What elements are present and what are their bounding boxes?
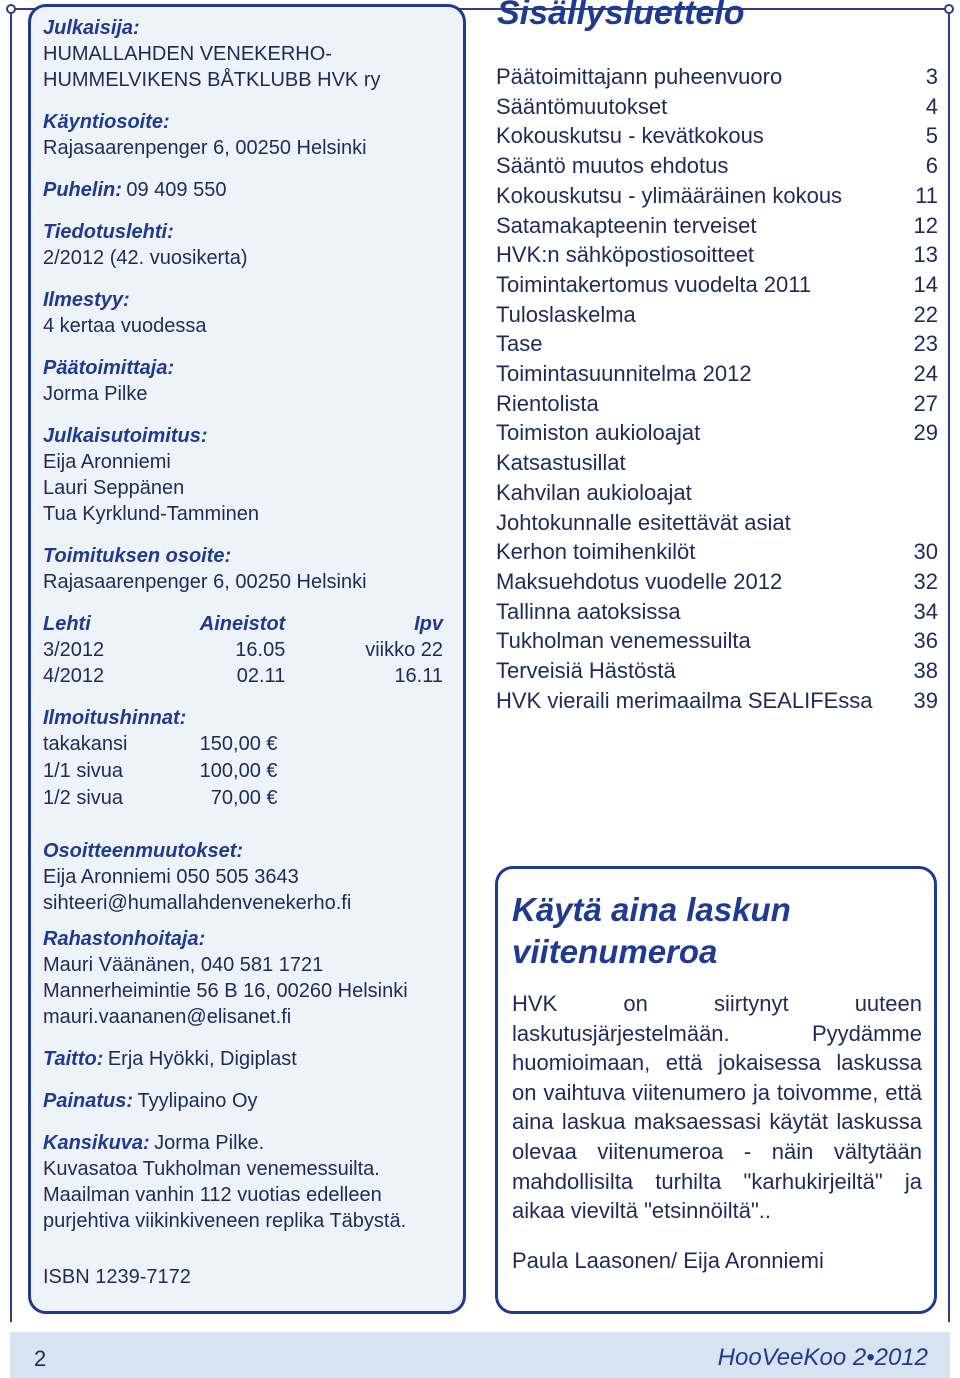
toc-item-title: Päätoimittajann puheenvuoro [496, 64, 783, 89]
toc-item-title: Tuloslaskelma [496, 301, 636, 327]
publication-schedule [43, 611, 443, 689]
ad-price-name: 1/1 sivua [43, 760, 124, 782]
toc-item [496, 270, 938, 300]
toc-item-title: Tukholman venemessuilta [496, 628, 751, 654]
toc-item-title: Sääntömuutokset [496, 93, 668, 119]
publisher-label: Julkaisija: [43, 17, 140, 39]
treasurer-line1: Mauri Väänänen, 040 581 1721 [43, 954, 324, 976]
visit-address-label: Käyntiosoite: [43, 111, 170, 133]
phone-label: Puhelin: [43, 179, 122, 201]
ad-prices-label: Ilmoitushinnat: [43, 707, 187, 729]
toc-item [496, 448, 938, 478]
toc-item-title: Maksuehdotus vuodelle 2012 [496, 568, 783, 594]
toc-item-title: Kerhon toimihenkilöt [496, 539, 696, 565]
toc-item-title: HVK vieraili merimaailma SEALIFEssa [496, 687, 873, 713]
toc-item-page: 11 [915, 182, 938, 208]
toc-item-page: 23 [913, 331, 938, 357]
toc-item-title: Toimintakertomus vuodelta 2011 [496, 271, 812, 297]
toc-title: Sisällysluettelo [497, 0, 745, 32]
toc-item [496, 62, 938, 92]
ad-price-value: 70,00 € [210, 787, 278, 809]
toc-item-title: Tase [496, 331, 543, 357]
cover-photo-line3: Maailman vanhin 112 vuotias edelleen [43, 1184, 382, 1206]
toc-item-title: Sääntö muutos ehdotus [496, 153, 729, 179]
toc-item-page: 39 [913, 687, 938, 713]
toc-item-page: 24 [913, 361, 938, 387]
editorial-member: Lauri Seppänen [43, 477, 185, 499]
isbn: ISBN 1239-7172 [43, 1266, 191, 1288]
schedule-issue: 3/2012 [43, 639, 105, 661]
toc-item-page: 4 [925, 93, 938, 119]
toc-item-title: Kokouskutsu - kevätkokous [496, 123, 764, 149]
reference-number-notice [495, 866, 937, 1314]
editorial-member: Tua Kyrklund-Tamminen [43, 503, 260, 525]
toc-item-title: Johtokunnalle esitettävät asiat [496, 509, 791, 535]
toc-item-title: Toimiston aukioloajat [496, 420, 701, 446]
toc-item-page: 6 [925, 153, 938, 179]
toc-item [496, 300, 938, 330]
toc-item-page: 29 [913, 420, 938, 446]
phone-value: 09 409 550 [126, 179, 227, 201]
printing-value: Tyylipaino Oy [137, 1090, 258, 1112]
schedule-date: viikko 22 [365, 639, 443, 661]
schedule-header-issue: Lehti [43, 613, 91, 635]
notice-body: HVK on siirtynyt uuteen laskutusjärjestelmään. Pyydämme huomioimaan, että jokaisessa laskussa on vaihtuva viitenumero ja toivomme, että aina laskua maksaessasi käytät laskussa olevaa viitenumeroa - näin vältytään mahdollisilta turhilta "karhukirjeiltä" ja aikaa vieviltä "etsinnöiltä".. [512, 991, 922, 1224]
toc-item-page: 38 [913, 658, 938, 684]
notice-signature: Paula Laasonen/ Eija Aronniemi [512, 1247, 824, 1273]
schedule-header-material: Aineistot [199, 613, 286, 635]
editorial-member: Eija Aronniemi [43, 451, 171, 473]
layout-credit-label: Taitto: [43, 1048, 104, 1070]
toc-item-title: Rientolista [496, 390, 599, 416]
toc-item-page: 32 [913, 568, 938, 594]
toc-item [496, 151, 938, 181]
toc-item [496, 329, 938, 359]
toc-item-title: Satamakapteenin terveiset [496, 212, 757, 238]
toc-item [496, 418, 938, 448]
treasurer-email: mauri.vaananen@elisanet.fi [43, 1006, 292, 1028]
toc-item-page: 12 [913, 212, 938, 238]
page-number: 2 [34, 1346, 47, 1371]
toc-item-page: 30 [913, 539, 938, 565]
toc-item [496, 389, 938, 419]
editor-in-chief-label: Päätoimittaja: [43, 357, 175, 379]
toc-item-title: Terveisiä Hästöstä [496, 658, 676, 684]
toc-item-page: 22 [913, 301, 938, 327]
toc-item [496, 537, 938, 567]
ad-price-name: 1/2 sivua [43, 787, 124, 809]
toc-item [496, 567, 938, 597]
toc-item [496, 508, 938, 538]
notice-title-line2: viitenumeroa [512, 933, 718, 970]
toc-item [496, 597, 938, 627]
ad-price-value: 150,00 € [199, 733, 278, 755]
toc-item-page: 36 [913, 628, 938, 654]
toc-item-title: Kahvilan aukioloajat [496, 479, 692, 505]
ad-price-row [43, 731, 278, 758]
printing-label: Painatus: [43, 1090, 134, 1112]
treasurer-line2: Mannerheimintie 56 B 16, 00260 Helsinki [43, 980, 408, 1002]
bulletin-label: Tiedotuslehti: [43, 221, 174, 243]
treasurer-label: Rahastonhoitaja: [43, 928, 206, 950]
toc-item-title: HVK:n sähköpostiosoitteet [496, 242, 755, 268]
toc-item [496, 181, 938, 211]
ad-price-value: 100,00 € [199, 760, 278, 782]
page-footer [10, 1332, 950, 1378]
layout-credit-value: Erja Hyökki, Digiplast [107, 1048, 297, 1070]
editorial-address-label: Toimituksen osoite: [43, 545, 232, 567]
toc-item [496, 121, 938, 151]
editor-in-chief-value: Jorma Pilke [43, 383, 148, 405]
frequency-label: Ilmestyy: [43, 289, 130, 311]
editorial-label: Julkaisutoimitus: [43, 425, 208, 447]
toc-item [496, 626, 938, 656]
toc-item [496, 656, 938, 686]
ad-prices-table [43, 731, 278, 812]
toc-item [496, 92, 938, 122]
frame-left-line [10, 10, 12, 1322]
ad-price-name: takakansi [43, 733, 128, 755]
schedule-header-date: Ipv [414, 613, 443, 635]
publisher-line2: HUMMELVIKENS BÅTKLUBB HVK ry [43, 69, 381, 91]
toc-item-page: 13 [913, 242, 938, 268]
cover-photo-label: Kansikuva: [43, 1132, 150, 1154]
frequency-value: 4 kertaa vuodessa [43, 315, 207, 337]
toc-item-title: Katsastusillat [496, 450, 626, 476]
ad-price-row [43, 758, 278, 785]
toc-item [496, 686, 938, 716]
toc-item [496, 211, 938, 241]
imprint-panel [28, 4, 466, 1314]
bulletin-value: 2/2012 (42. vuosikerta) [43, 247, 248, 269]
schedule-row [43, 637, 443, 663]
corner-dot-right [944, 4, 954, 14]
ad-price-row [43, 785, 278, 812]
toc-item [496, 359, 938, 389]
toc-item [496, 478, 938, 508]
visit-address-value: Rajasaarenpenger 6, 00250 Helsinki [43, 137, 367, 159]
cover-photo-value: Jorma Pilke. [154, 1132, 265, 1154]
magazine-issue: HooVeeKoo 2•2012 [717, 1344, 928, 1371]
schedule-date: 16.11 [394, 665, 443, 687]
cover-photo-line2: Kuvasatoa Tukholman venemessuilta. [43, 1158, 380, 1180]
address-changes-label: Osoitteenmuutokset: [43, 840, 244, 862]
toc-item [496, 240, 938, 270]
toc-item-title: Toimintasuunnitelma 2012 [496, 361, 752, 387]
schedule-row [43, 663, 443, 689]
toc-item-page: 3 [925, 64, 938, 89]
schedule-material: 16.05 [235, 639, 286, 661]
corner-dot-left [6, 4, 16, 14]
cover-photo-line4: purjehtiva viikinkiveneen replika Täbystä. [43, 1210, 407, 1232]
toc-item-title: Tallinna aatoksissa [496, 598, 681, 624]
frame-right-line [948, 10, 950, 1322]
editorial-address-value: Rajasaarenpenger 6, 00250 Helsinki [43, 571, 367, 593]
schedule-material: 02.11 [236, 665, 286, 687]
notice-title-line1: Käytä aina laskun [512, 891, 791, 928]
schedule-issue: 4/2012 [43, 665, 105, 687]
publisher-line1: HUMALLAHDEN VENEKERHO- [43, 43, 332, 65]
toc-item-page: 5 [925, 123, 938, 149]
toc-item-page: 14 [913, 271, 938, 297]
table-of-contents [496, 62, 938, 715]
toc-item-title: Kokouskutsu - ylimääräinen kokous [496, 182, 843, 208]
address-changes-line1: Eija Aronniemi 050 505 3643 [43, 866, 299, 888]
toc-item-page: 27 [913, 390, 938, 416]
toc-item-page: 34 [913, 598, 938, 624]
address-changes-email: sihteeri@humallahdenvenekerho.fi [43, 892, 352, 914]
